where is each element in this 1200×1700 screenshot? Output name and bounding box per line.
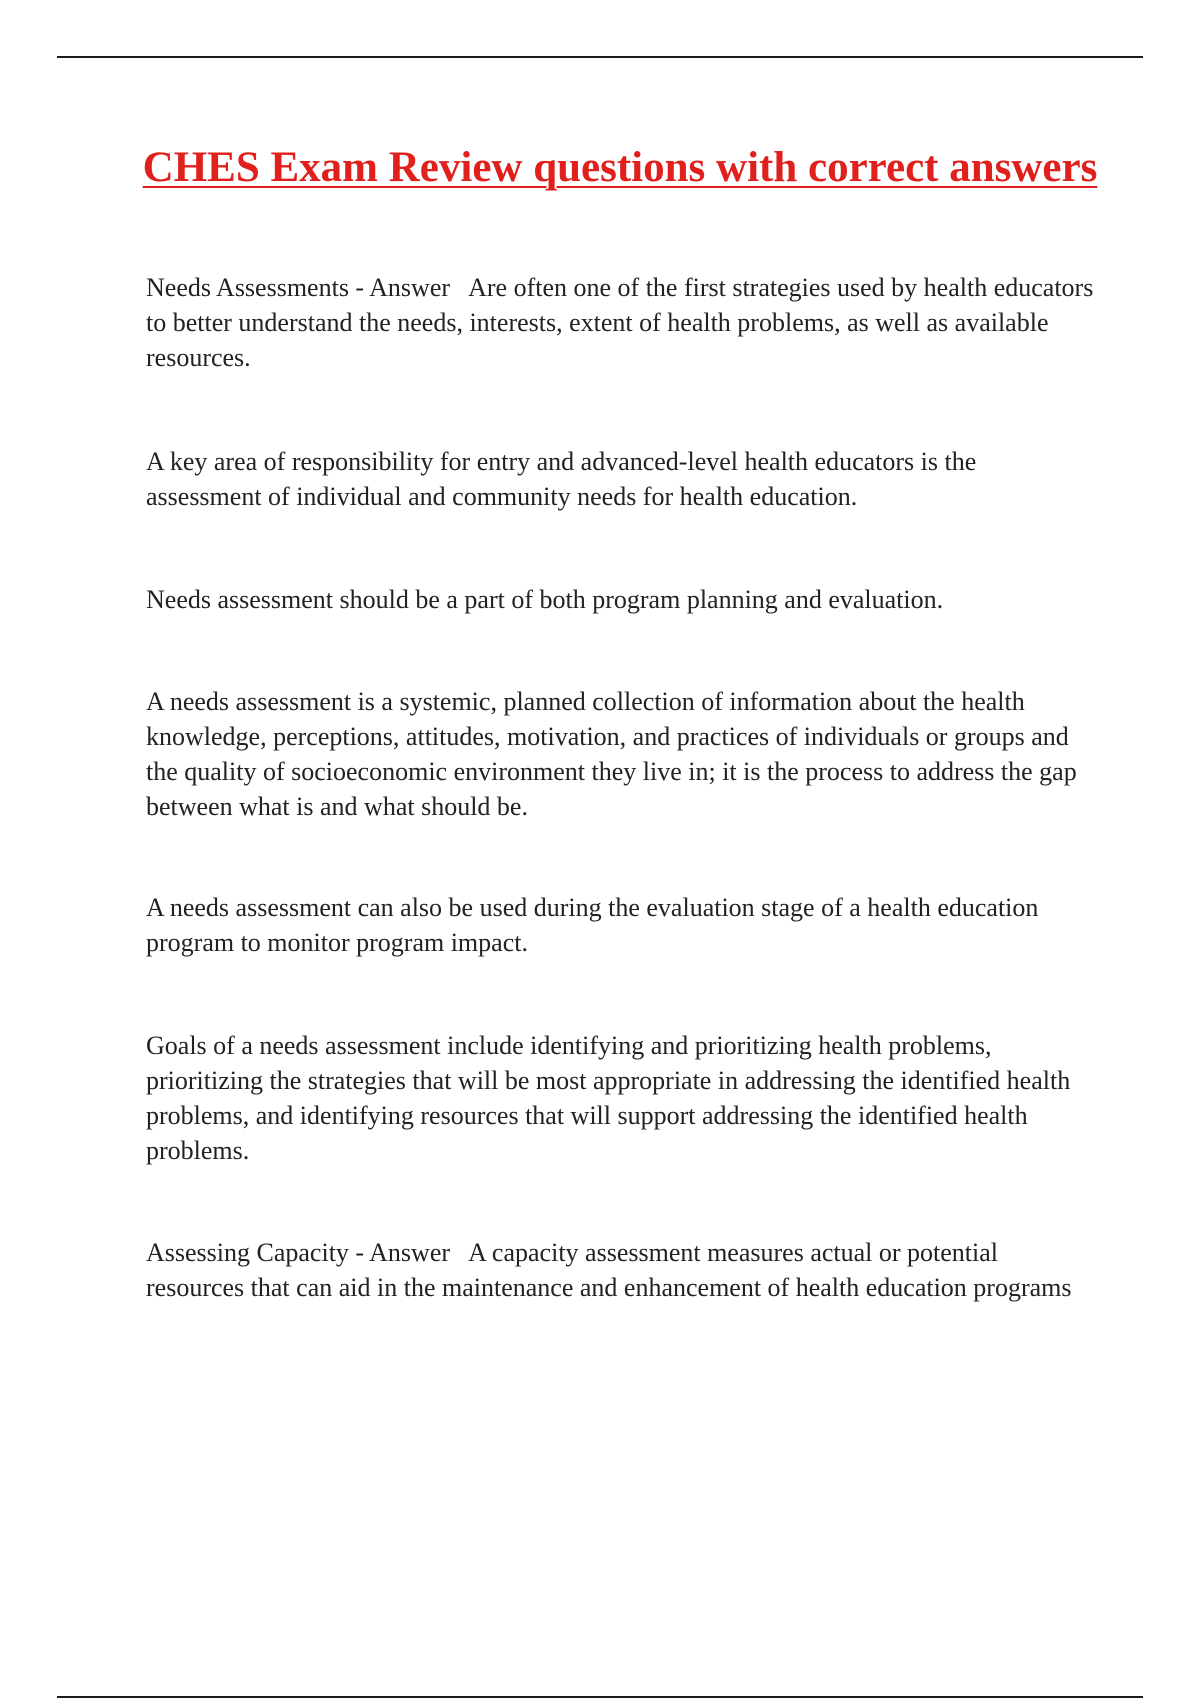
paragraph-text: A needs assessment can also be used during the evaluation stage of a health education program to monitor program impact. <box>146 893 1039 957</box>
document-title: CHES Exam Review questions with correct answers <box>142 144 1098 191</box>
term-label: Assessing Capacity - Answer <box>146 1238 469 1267</box>
bottom-divider <box>57 1696 1143 1698</box>
paragraph-assessing-capacity <box>146 1235 1096 1305</box>
paragraph-text: Are often one of the first strategies used by health educators to better understand the needs, interests, extent of health problems, as well as available resources. <box>146 273 1094 372</box>
term-label: Needs Assessments - Answer <box>146 273 469 302</box>
paragraph-evaluation-stage <box>146 890 1096 960</box>
paragraph-goals <box>146 1028 1096 1168</box>
paragraph-text: A needs assessment is a systemic, planned collection of information about the health knowledge, perceptions, attitudes, motivation, and practices of individuals or groups and the quality of socioeconomic environment they live in; it is the process to address the gap between what is and what should be. <box>146 687 1077 821</box>
paragraph-text: A capacity assessment measures actual or potential resources that can aid in the maintenance and enhancement of health education programs <box>146 1238 1072 1302</box>
paragraph-text: A key area of responsibility for entry and advanced-level health educators is the assessment of individual and community needs for health education. <box>146 447 977 511</box>
paragraph-text: Goals of a needs assessment include identifying and prioritizing health problems, prioritizing the strategies that will be most appropriate in addressing the identified health problems, and identifying resources that will support addressing the identified health problems. <box>146 1031 1071 1165</box>
paragraph-key-area <box>146 444 1096 514</box>
paragraph-needs-assessments <box>146 270 1096 375</box>
paragraph-planning-evaluation <box>146 582 1096 617</box>
top-divider <box>57 56 1143 58</box>
paragraph-definition <box>146 684 1096 824</box>
paragraph-text: Needs assessment should be a part of both program planning and evaluation. <box>146 585 944 614</box>
